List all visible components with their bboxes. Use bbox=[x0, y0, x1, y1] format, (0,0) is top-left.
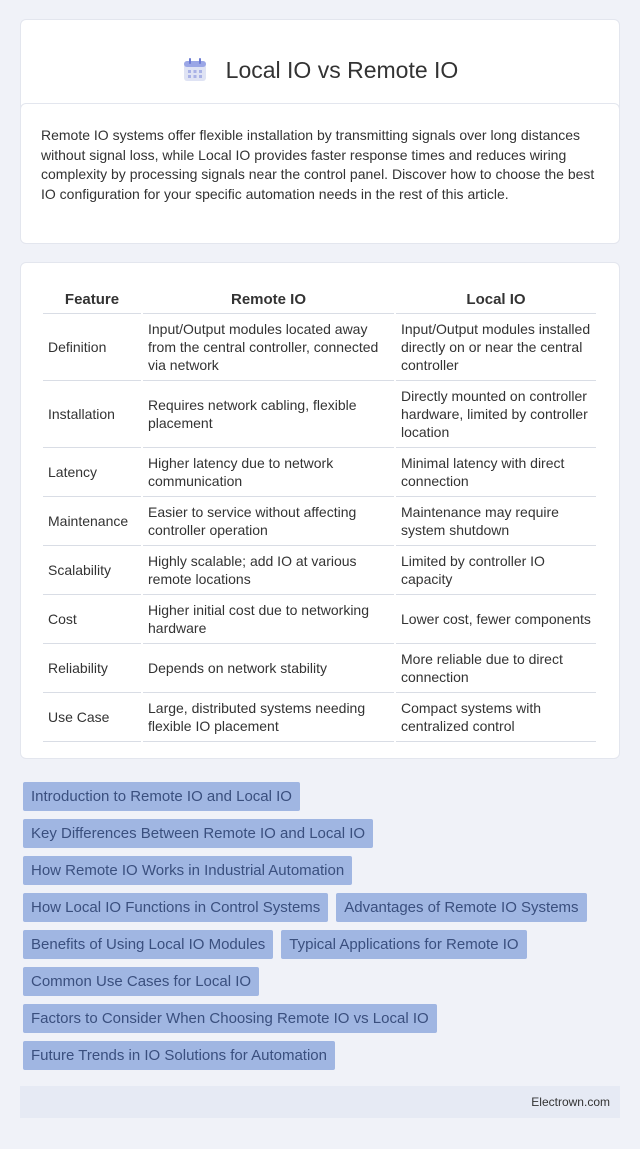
topic-link[interactable]: Introduction to Remote IO and Local IO bbox=[23, 782, 300, 811]
table-cell: Latency bbox=[43, 448, 141, 497]
table-cell: Higher latency due to network communication bbox=[143, 448, 394, 497]
page-title: Local IO vs Remote IO bbox=[225, 56, 459, 83]
topic-link[interactable]: Key Differences Between Remote IO and Local IO bbox=[23, 819, 373, 848]
column-header: Local IO bbox=[396, 285, 596, 314]
table-row bbox=[43, 693, 596, 742]
table-cell: Input/Output modules installed directly on or near the central controller bbox=[396, 314, 596, 381]
table-cell: Installation bbox=[43, 381, 141, 448]
table-cell: Large, distributed systems needing flexible IO placement bbox=[143, 693, 394, 742]
table-cell: Reliability bbox=[43, 644, 141, 693]
topic-link[interactable]: How Remote IO Works in Industrial Automation bbox=[23, 856, 352, 885]
table-cell: Requires network cabling, flexible placement bbox=[143, 381, 394, 448]
table-cell: Maintenance may require system shutdown bbox=[396, 497, 596, 546]
table-row bbox=[43, 595, 596, 644]
table-cell: Directly mounted on controller hardware, limited by controller location bbox=[396, 381, 596, 448]
column-header: Feature bbox=[43, 285, 141, 314]
table-row bbox=[43, 314, 596, 381]
table-cell: Higher initial cost due to networking hardware bbox=[143, 595, 394, 644]
table-cell: Depends on network stability bbox=[143, 644, 394, 693]
topic-link[interactable]: Factors to Consider When Choosing Remote IO vs Local IO bbox=[23, 1004, 437, 1033]
table-row bbox=[43, 497, 596, 546]
table-cell: Limited by controller IO capacity bbox=[396, 546, 596, 595]
topic-link[interactable]: Future Trends in IO Solutions for Automation bbox=[23, 1041, 335, 1070]
calendar-icon bbox=[182, 57, 208, 83]
table-cell: Highly scalable; add IO at various remote locations bbox=[143, 546, 394, 595]
table-header-row bbox=[43, 285, 596, 314]
table-cell: Cost bbox=[43, 595, 141, 644]
table-row bbox=[43, 381, 596, 448]
table-cell: Easier to service without affecting controller operation bbox=[143, 497, 394, 546]
table-cell: Maintenance bbox=[43, 497, 141, 546]
table-cell: More reliable due to direct connection bbox=[396, 644, 596, 693]
topic-link[interactable]: How Local IO Functions in Control Systems bbox=[23, 893, 328, 922]
footer bbox=[20, 1086, 620, 1118]
topic-link[interactable]: Typical Applications for Remote IO bbox=[281, 930, 526, 959]
table-row bbox=[43, 546, 596, 595]
table-cell: Input/Output modules located away from the central controller, connected via network bbox=[143, 314, 394, 381]
table-row bbox=[43, 644, 596, 693]
table-row bbox=[43, 448, 596, 497]
table-cell: Minimal latency with direct connection bbox=[396, 448, 596, 497]
topic-link[interactable]: Common Use Cases for Local IO bbox=[23, 967, 259, 996]
column-header: Remote IO bbox=[143, 285, 394, 314]
comparison-table bbox=[41, 285, 598, 742]
topic-links bbox=[23, 782, 623, 1078]
intro-card bbox=[20, 103, 620, 244]
table-cell: Scalability bbox=[43, 546, 141, 595]
intro-text: Remote IO systems offer flexible installation by transmitting signals over long distances without signal loss, while Local IO provides faster response times and reduces wiring complexity by processing signals near the control panel. Discover how to choose the best IO configuration for your specific automation needs in the rest of this article. bbox=[41, 127, 595, 202]
comparison-table-card bbox=[20, 262, 620, 759]
footer-credit: Electrown.com bbox=[531, 1095, 610, 1109]
topic-link[interactable]: Advantages of Remote IO Systems bbox=[336, 893, 586, 922]
table-cell: Definition bbox=[43, 314, 141, 381]
table-cell: Use Case bbox=[43, 693, 141, 742]
table-cell: Compact systems with centralized control bbox=[396, 693, 596, 742]
table-cell: Lower cost, fewer components bbox=[396, 595, 596, 644]
topic-link[interactable]: Benefits of Using Local IO Modules bbox=[23, 930, 273, 959]
